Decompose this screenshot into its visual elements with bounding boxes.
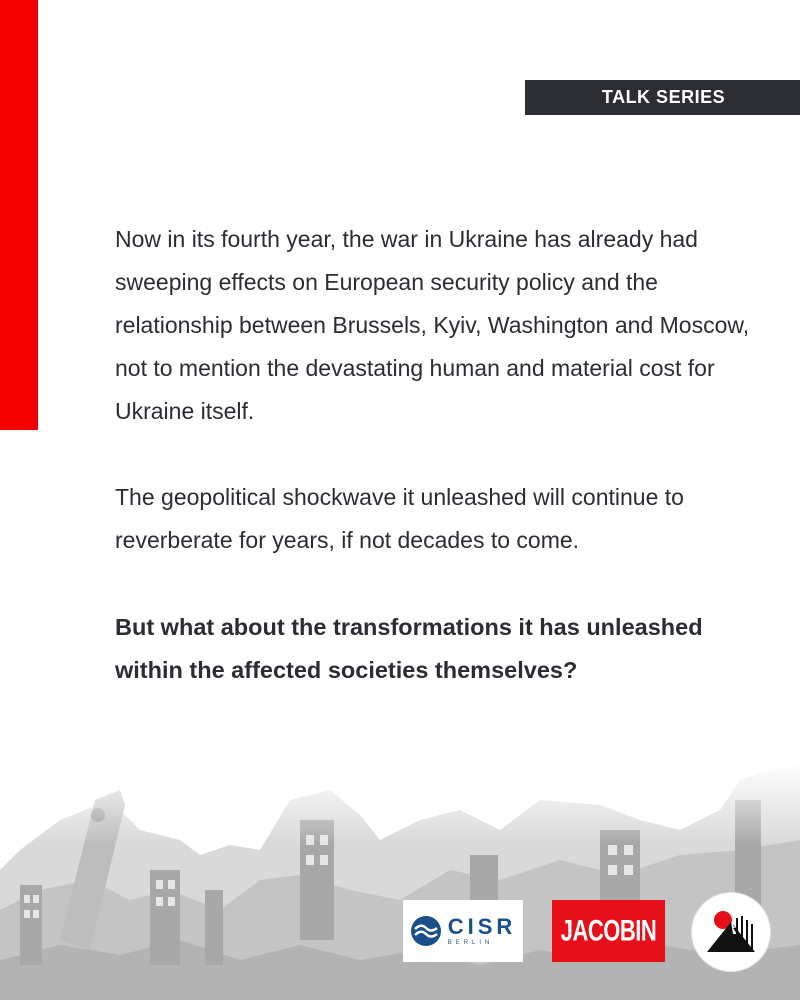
talk-series-tag	[525, 80, 800, 115]
cisr-berlin-logo	[403, 900, 523, 962]
cisr-name: CISR	[447, 914, 517, 939]
jacobin-logo	[552, 900, 665, 962]
cisr-wave-icon	[410, 915, 442, 947]
red-accent-bar	[0, 0, 38, 430]
shockwave-paragraph: The geopolitical shockwave it unleashed will continue to reverberate for years, if not decades to come.	[115, 484, 684, 553]
urban-collage-background	[0, 760, 800, 1000]
intro-paragraph: Now in its fourth year, the war in Ukraine has already had sweeping effects on European security policy and the relationship between Brussels, Kyiv, Washington and Moscow, not to mention the devastating human and material cost for Ukraine itself.	[115, 226, 750, 424]
partner-circle-logo	[692, 893, 770, 971]
question-paragraph: But what about the transformations it has unleashed within the affected societies themselves?	[115, 614, 703, 683]
mountain-sun-icon	[703, 904, 759, 960]
talk-series-label: TALK SERIES	[601, 87, 726, 107]
jacobin-name: JACOBIN	[560, 913, 657, 948]
cisr-subtitle: BERLIN	[447, 940, 494, 946]
